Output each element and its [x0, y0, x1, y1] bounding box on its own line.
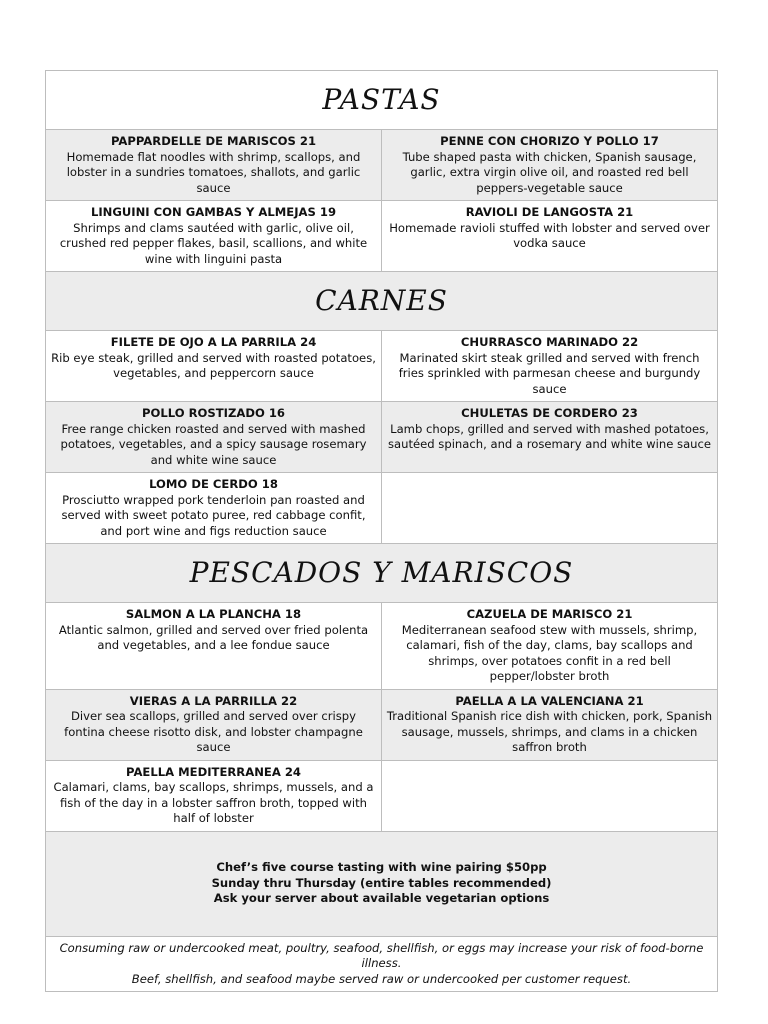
menu-item	[382, 201, 718, 272]
dish-name: SALMON A LA PLANCHA 18	[125, 607, 302, 621]
promo-line: Sunday thru Thursday (entire tables recommended)	[211, 875, 552, 890]
dish-description: Prosciutto wrapped pork tenderloin pan roasted and served with sweet potato puree, red cabbage confit, and port wine and figs reduction sauce	[61, 492, 366, 538]
health-notice	[46, 936, 718, 992]
section-header-pescados	[46, 544, 718, 603]
dish-description: Tube shaped pasta with chicken, Spanish sausage, garlic, extra virgin olive oil, and roasted red bell peppers-vegetable sauce	[402, 149, 697, 195]
menu-row	[46, 402, 718, 473]
menu-item	[382, 689, 718, 760]
promo-line: Chef’s five course tasting with wine pairing $50pp	[216, 860, 547, 875]
menu-item	[46, 130, 382, 201]
menu-row	[46, 760, 718, 831]
menu-item	[46, 402, 382, 473]
dish-description: Shrimps and clams sautéed with garlic, olive oil, crushed red pepper flakes, basil, scallions, and white wine with linguini pasta	[59, 220, 368, 266]
dish-name: FILETE DE OJO A LA PARRILA 24	[110, 335, 317, 349]
dish-name: POLLO ROSTIZADO 16	[142, 406, 285, 420]
menu-row	[46, 201, 718, 272]
menu-row	[46, 473, 718, 544]
notice-line: Consuming raw or undercooked meat, poultry, seafood, shellfish, or eggs may increase your risk of food-borne illness.	[59, 940, 704, 970]
promo-line: Ask your server about available vegetarian options	[213, 891, 550, 906]
section-header-carnes	[46, 272, 718, 331]
menu-row	[46, 689, 718, 760]
menu-item	[46, 760, 382, 831]
menu-item-empty	[382, 473, 718, 544]
dish-name: PENNE CON CHORIZO Y POLLO 17	[440, 134, 659, 148]
menu-item	[382, 402, 718, 473]
menu-item	[46, 331, 382, 402]
section-header-pastas	[46, 71, 718, 130]
dish-name: CHULETAS DE CORDERO 23	[461, 406, 638, 420]
menu-item	[382, 130, 718, 201]
dish-description: Free range chicken roasted and served with mashed potatoes, vegetables, and a spicy sausage rosemary and white wine sauce	[60, 421, 367, 467]
dish-description: Mediterranean seafood stew with mussels, shrimp, calamari, fish of the day, clams, bay scallops and shrimps, over potatoes confit in a red bell pepper/lobster broth	[401, 622, 698, 683]
menu-item-empty	[382, 760, 718, 831]
dish-name: VIERAS A LA PARRILLA 22	[129, 693, 298, 708]
notice-line: Beef, shellfish, and seafood maybe served raw or undercooked per customer request.	[131, 971, 632, 986]
dish-name: PAELLA A LA VALENCIANA 21	[455, 693, 644, 708]
dish-name: LINGUINI CON GAMBAS Y ALMEJAS 19	[90, 205, 337, 219]
dish-description: Homemade flat noodles with shrimp, scallops, and lobster in a sundries tomatoes, shallots, and garlic sauce	[66, 149, 361, 195]
menu-row	[46, 130, 718, 201]
section-title: PASTAS	[322, 83, 441, 116]
menu-item	[46, 473, 382, 544]
dish-name: PAELLA MEDITERRANEA 24	[126, 764, 301, 779]
dish-description: Lamb chops, grilled and served with mashed potatoes, sautéed spinach, and a rosemary and white wine sauce	[387, 421, 712, 451]
dish-name: RAVIOLI DE LANGOSTA 21	[465, 205, 634, 219]
dish-description: Diver sea scallops, grilled and served over crispy fontina cheese risotto disk, and lobster champagne sauce	[64, 709, 363, 754]
menu-item	[382, 603, 718, 690]
section-title: CARNES	[315, 284, 448, 317]
menu-table	[45, 70, 718, 992]
dish-name: CHURRASCO MARINADO 22	[460, 335, 639, 349]
menu-row	[46, 331, 718, 402]
dish-description: Rib eye steak, grilled and served with roasted potatoes, vegetables, and peppercorn sauce	[51, 350, 376, 380]
dish-name: LOMO DE CERDO 18	[149, 477, 278, 491]
dish-description: Marinated skirt steak grilled and served with french fries sprinkled with parmesan cheese and burgundy sauce	[398, 350, 701, 396]
chef-tasting-promo	[46, 831, 718, 936]
menu-item	[46, 201, 382, 272]
dish-name: CAZUELA DE MARISCO 21	[466, 607, 633, 621]
menu-item	[382, 331, 718, 402]
section-title: PESCADOS Y MARISCOS	[189, 556, 574, 589]
dish-description: Calamari, clams, bay scallops, shrimps, mussels, and a fish of the day in a lobster saffron broth, topped with half of lobster	[53, 780, 374, 825]
dish-name: PAPPARDELLE DE MARISCOS 21	[110, 134, 317, 148]
dish-description: Traditional Spanish rice dish with chicken, pork, Spanish sausage, mussels, shrimps, and clams in a chicken saffron broth	[386, 709, 713, 754]
menu-row	[46, 603, 718, 690]
menu-item	[46, 603, 382, 690]
dish-description: Atlantic salmon, grilled and served over fried polenta and vegetables, and a lee fondue sauce	[58, 622, 369, 652]
dish-description: Homemade ravioli stuffed with lobster and served over vodka sauce	[389, 220, 710, 250]
menu-item	[46, 689, 382, 760]
